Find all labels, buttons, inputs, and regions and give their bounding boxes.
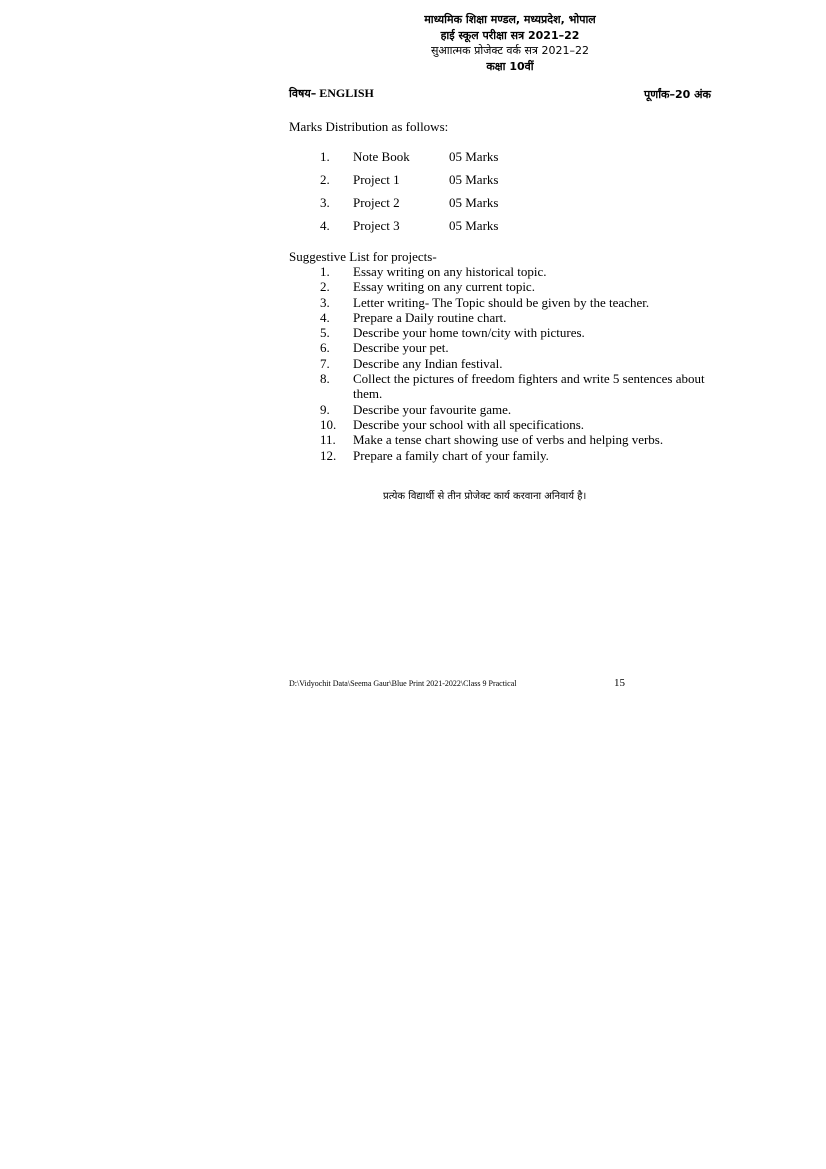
list-item	[320, 325, 720, 340]
document-header	[340, 12, 680, 74]
item-number: 12.	[320, 447, 337, 463]
item-text: Prepare a family chart of your family.	[353, 447, 549, 463]
subject-label: विषय–	[289, 87, 317, 100]
row-number: 3.	[320, 195, 330, 210]
item-number: 1.	[320, 264, 330, 279]
project-work-session: सुआात्मक प्रोजेक्ट वर्क सत्र 2021–22	[430, 44, 589, 57]
marks-distribution-list	[320, 149, 520, 241]
component-marks: 05 Marks	[449, 172, 499, 187]
component-name: Project 3	[353, 218, 400, 233]
list-item	[320, 310, 720, 325]
item-number: 8.	[320, 371, 330, 387]
item-number: 7.	[320, 355, 330, 371]
list-item	[320, 371, 720, 402]
board-name: माध्यमिक शिक्षा मण्डल, मध्यप्रदेश, भोपाल	[424, 13, 596, 26]
max-marks: पूर्णांक–20 अंक	[644, 88, 711, 101]
distribution-row	[320, 195, 520, 218]
item-number: 4.	[320, 309, 330, 325]
page-number: 15	[614, 677, 625, 689]
list-item	[320, 402, 720, 417]
item-number: 11.	[320, 432, 336, 448]
list-item	[320, 356, 720, 371]
item-text: Essay writing on any current topic.	[353, 279, 535, 295]
component-name: Project 1	[353, 172, 400, 187]
item-text: Describe your favourite game.	[353, 401, 512, 417]
component-name: Note Book	[353, 149, 410, 164]
list-item	[320, 295, 720, 310]
suggestion-list	[320, 264, 720, 463]
list-item	[320, 417, 720, 432]
list-item	[320, 340, 720, 355]
row-number: 2.	[320, 172, 330, 187]
item-text: Prepare a Daily routine chart.	[353, 309, 507, 325]
list-item	[320, 448, 720, 463]
subject-name: ENGLISH	[319, 86, 374, 100]
row-number: 4.	[320, 218, 330, 233]
row-number: 1.	[320, 149, 330, 164]
list-item	[320, 432, 720, 447]
distribution-row	[320, 172, 520, 195]
component-marks: 05 Marks	[449, 149, 499, 164]
exam-session: हाई स्कूल परीक्षा सत्र 2021–22	[440, 28, 580, 42]
item-text: Describe your pet.	[353, 340, 449, 356]
component-marks: 05 Marks	[449, 218, 499, 233]
item-number: 2.	[320, 279, 330, 295]
item-text: Essay writing on any historical topic.	[353, 264, 547, 279]
item-number: 9.	[320, 401, 330, 417]
class-label: कक्षा 10वीं	[486, 59, 534, 73]
subject-heading	[289, 86, 374, 101]
marks-distribution-title: Marks Distribution as follows:	[289, 119, 449, 134]
item-text: Collect the pictures of freedom fighters and write 5 sentences about them.	[353, 371, 705, 402]
item-number: 3.	[320, 294, 330, 310]
item-text: Make a tense chart showing use of verbs and helping verbs.	[353, 432, 664, 448]
distribution-row	[320, 149, 520, 172]
item-number: 6.	[320, 340, 330, 356]
item-number: 5.	[320, 325, 330, 341]
mandatory-note: प्रत्येक विद्यार्थी से तीन प्रोजेक्ट कार्य करवाना अनिवार्य है।	[383, 491, 587, 502]
item-number: 10.	[320, 416, 337, 432]
item-text: Describe any Indian festival.	[353, 355, 503, 371]
subject-row	[289, 86, 711, 102]
list-item	[320, 264, 720, 279]
suggestion-list-title: Suggestive List for projects-	[289, 249, 437, 264]
item-text: Letter writing- The Topic should be given by the teacher.	[353, 294, 650, 310]
distribution-row	[320, 218, 520, 241]
component-marks: 05 Marks	[449, 195, 499, 210]
list-item	[320, 279, 720, 294]
item-text: Describe your home town/city with pictures.	[353, 325, 585, 341]
component-name: Project 2	[353, 195, 400, 210]
item-text: Describe your school with all specifications.	[353, 416, 585, 432]
footer-file-path: D:\Vidyochit Data\Seema Gaur\Blue Print 2021-2022\Class 9 Practical	[289, 679, 517, 688]
